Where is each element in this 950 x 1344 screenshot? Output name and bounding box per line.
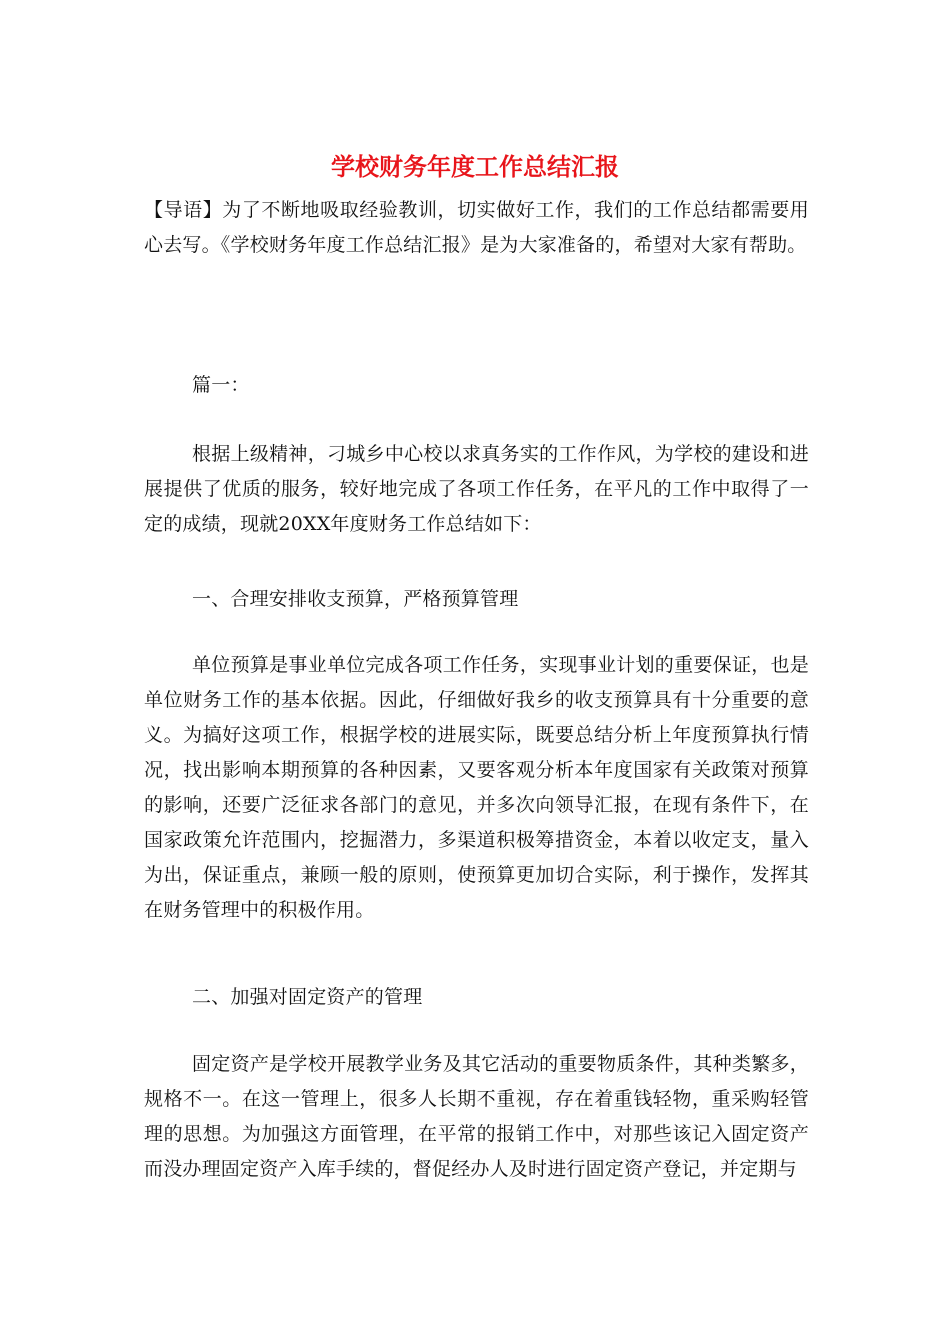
body-paragraph-2: 固定资产是学校开展教学业务及其它活动的重要物质条件，其种类繁多，规格不一。在这一管理上，很多人长期不重视，存在着重钱轻物，重采购轻管理的思想。为加强这方面管理，在平常的报销工作中，对那些该记入固定资产而没办理固定资产入库手续的，督促经办人及时进行固定资产登记，并定期与 (144, 1053, 809, 1180)
section-heading-2: 二、加强对固定资产的管理 (192, 986, 423, 1008)
section-heading-1: 一、合理安排收支预算，严格预算管理 (192, 588, 519, 610)
section-label: 篇一： (192, 374, 250, 396)
body-paragraph-1: 单位预算是事业单位完成各项工作任务，实现事业计划的重要保证，也是单位财务工作的基本依据。因此，仔细做好我乡的收支预算具有十分重要的意义。为搞好这项工作，根据学校的进展实际，既要总结分析上年度预算执行情况，找出影响本期预算的各种因素，又要客观分析本年度国家有关政策对预算的影响，还要广泛征求各部门的意见，并多次向领导汇报，在现有条件下，在国家政策允许范围内，挖掘潜力，多渠道积极筹措资金，本着以收定支，量入为出，保证重点，兼顾一般的原则，使预算更加切合实际，利于操作，发挥其在财务管理中的积极作用。 (144, 654, 809, 921)
lead-paragraph: 【导语】为了不断地吸取经验教训，切实做好工作，我们的工作总结都需要用心去写。《学校财务年度工作总结汇报》是为大家准备的，希望对大家有帮助。 (144, 199, 809, 256)
document-title: 学校财务年度工作总结汇报 (331, 152, 619, 181)
intro-paragraph: 根据上级精神，刁城乡中心校以求真务实的工作作风，为学校的建设和进展提供了优质的服务，较好地完成了各项工作任务，在平凡的工作中取得了一定的成绩，现就20XX年度财务工作总结如下： (144, 443, 809, 535)
